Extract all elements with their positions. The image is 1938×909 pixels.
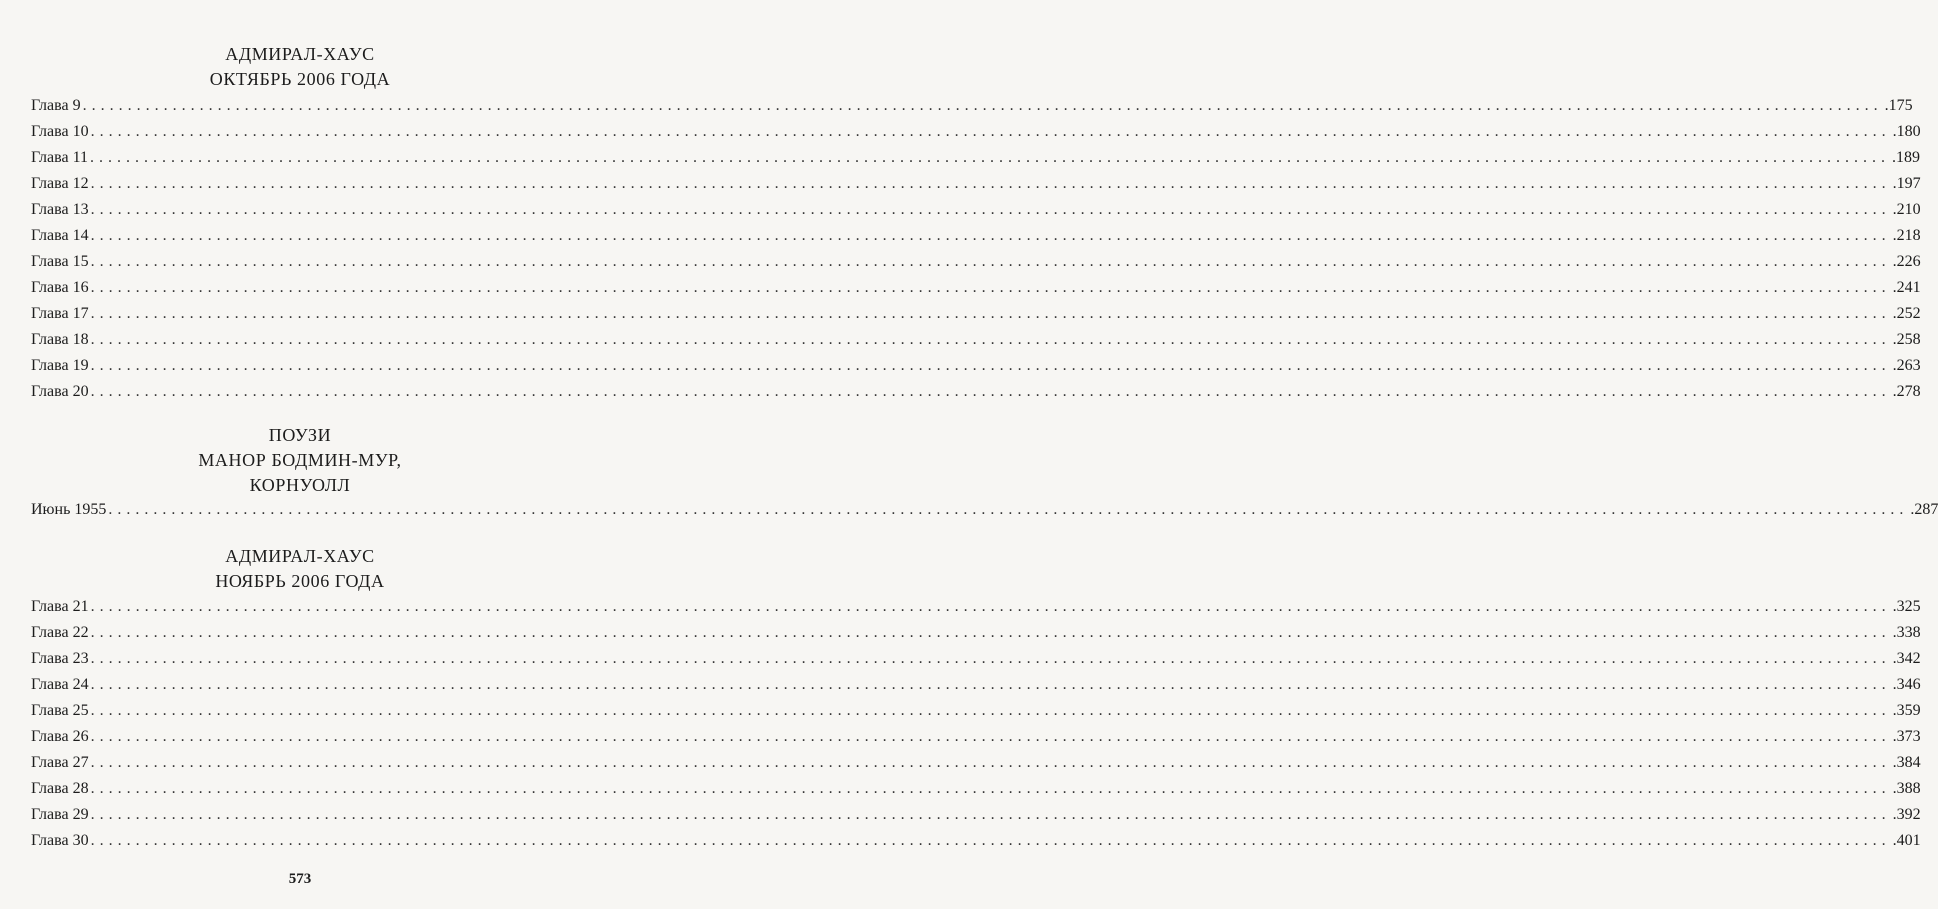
dot-leader: ........................................................................................................................................................................................................	[90, 331, 1891, 348]
toc-entry-page: .175	[1884, 97, 1913, 114]
toc-entry-label: Глава 16	[31, 279, 89, 296]
toc-entry	[31, 331, 1921, 355]
toc-entry	[31, 702, 1921, 726]
section-heading-line: НОЯБРЬ 2006 ГОДА	[215, 571, 385, 591]
page-number: 573	[288, 871, 312, 887]
toc-entry-page: .325	[1892, 598, 1921, 615]
toc-entry-page: .210	[1892, 201, 1921, 218]
toc-entry	[31, 123, 1921, 147]
toc-entry-label: Глава 10	[31, 123, 89, 140]
toc-entry-label: Глава 26	[31, 728, 89, 745]
section-heading-line: ОКТЯБРЬ 2006 ГОДА	[209, 69, 391, 89]
toc-entry-label: Глава 13	[31, 201, 89, 218]
dot-leader: ........................................................................................................................................................................................................	[108, 501, 1909, 518]
toc-entry-page: .263	[1892, 357, 1921, 374]
toc-entry-page: .342	[1892, 650, 1921, 667]
dot-leader: ........................................................................................................................................................................................................	[90, 175, 1891, 192]
toc-entry-page: .388	[1892, 780, 1921, 797]
toc-entry-page: .189	[1891, 149, 1920, 166]
dot-leader: ........................................................................................................................................................................................................	[90, 728, 1891, 745]
dot-leader: ........................................................................................................................................................................................................	[90, 201, 1891, 218]
toc-entry	[31, 305, 1921, 329]
toc-entry-page: .338	[1892, 624, 1921, 641]
toc-entry-label: Глава 23	[31, 650, 89, 667]
toc-entry-page: .346	[1892, 676, 1921, 693]
toc-entry	[31, 253, 1921, 277]
dot-leader: ........................................................................................................................................................................................................	[90, 598, 1891, 615]
toc-entry-label: Глава 12	[31, 175, 89, 192]
toc-entry-page: .401	[1892, 832, 1921, 849]
dot-leader: ........................................................................................................................................................................................................	[89, 149, 1890, 166]
toc-entry-label: Глава 14	[31, 227, 89, 244]
toc-entry-page: .180	[1892, 123, 1921, 140]
toc-entry-page: .373	[1892, 728, 1921, 745]
toc-entry	[31, 650, 1921, 674]
toc-entry	[31, 754, 1921, 778]
section-heading-line: МАНОР БОДМИН-МУР,	[198, 450, 402, 470]
toc-entry	[31, 598, 1921, 622]
section-heading-line: АДМИРАЛ-ХАУС	[225, 546, 375, 566]
toc-entry	[31, 780, 1921, 804]
dot-leader: ........................................................................................................................................................................................................	[90, 702, 1891, 719]
toc-entry-label: Глава 21	[31, 598, 89, 615]
toc-entry-label: Глава 19	[31, 357, 89, 374]
toc-entry	[31, 832, 1921, 856]
section-heading-line: КОРНУОЛЛ	[249, 475, 351, 495]
toc-entry-page: .392	[1892, 806, 1921, 823]
toc-entry	[31, 806, 1921, 830]
toc-entry-label: Глава 18	[31, 331, 89, 348]
toc-entry	[31, 501, 1938, 525]
toc-entry-label: Глава 30	[31, 832, 89, 849]
section-heading-line: АДМИРАЛ-ХАУС	[225, 44, 375, 64]
toc-entry-label: Глава 28	[31, 780, 89, 797]
toc-entry	[31, 676, 1921, 700]
toc-entry	[31, 624, 1921, 648]
toc-entry	[31, 149, 1920, 173]
dot-leader: ........................................................................................................................................................................................................	[90, 357, 1891, 374]
toc-entry-label: Глава 11	[31, 149, 88, 166]
dot-leader: ........................................................................................................................................................................................................	[90, 279, 1891, 296]
toc-entry-label: Глава 9	[31, 97, 81, 114]
dot-leader: ........................................................................................................................................................................................................	[90, 253, 1891, 270]
toc-entry-label: Глава 24	[31, 676, 89, 693]
dot-leader: ........................................................................................................................................................................................................	[90, 806, 1891, 823]
toc-entry	[31, 728, 1921, 752]
toc-entry	[31, 97, 1913, 121]
toc-entry-label: Глава 27	[31, 754, 89, 771]
toc-entry	[31, 201, 1921, 225]
dot-leader: ........................................................................................................................................................................................................	[90, 650, 1891, 667]
toc-entry-page: .258	[1892, 331, 1921, 348]
toc-entry	[31, 175, 1921, 199]
toc-entry-label: Глава 17	[31, 305, 89, 322]
dot-leader: ........................................................................................................................................................................................................	[90, 754, 1891, 771]
dot-leader: ........................................................................................................................................................................................................	[90, 780, 1891, 797]
toc-entry	[31, 227, 1921, 251]
toc-entry-label: Глава 29	[31, 806, 89, 823]
toc-entry-label: Глава 20	[31, 383, 89, 400]
section-heading-line: ПОУЗИ	[268, 425, 332, 445]
toc-entry-label: Глава 15	[31, 253, 89, 270]
toc-entry-page: .278	[1892, 383, 1921, 400]
toc-entry-page: .241	[1892, 279, 1921, 296]
toc-entry-page: .359	[1892, 702, 1921, 719]
dot-leader: ........................................................................................................................................................................................................	[82, 97, 1883, 114]
toc-entry-label: Глава 25	[31, 702, 89, 719]
toc-entry-label: Июнь 1955	[31, 501, 107, 518]
toc-entry	[31, 357, 1921, 381]
toc-entry-page: .384	[1892, 754, 1921, 771]
dot-leader: ........................................................................................................................................................................................................	[90, 227, 1891, 244]
toc-entry	[31, 383, 1921, 407]
toc-entry-page: .218	[1892, 227, 1921, 244]
dot-leader: ........................................................................................................................................................................................................	[90, 123, 1891, 140]
toc-entry-page: .287	[1910, 501, 1938, 518]
toc-entry-page: .226	[1892, 253, 1921, 270]
dot-leader: ........................................................................................................................................................................................................	[90, 832, 1891, 849]
dot-leader: ........................................................................................................................................................................................................	[90, 676, 1891, 693]
dot-leader: ........................................................................................................................................................................................................	[90, 624, 1891, 641]
dot-leader: ........................................................................................................................................................................................................	[90, 383, 1891, 400]
toc-entry	[31, 279, 1921, 303]
toc-entry-page: .252	[1892, 305, 1921, 322]
toc-entry-page: .197	[1892, 175, 1921, 192]
toc-entry-label: Глава 22	[31, 624, 89, 641]
dot-leader: ........................................................................................................................................................................................................	[90, 305, 1891, 322]
